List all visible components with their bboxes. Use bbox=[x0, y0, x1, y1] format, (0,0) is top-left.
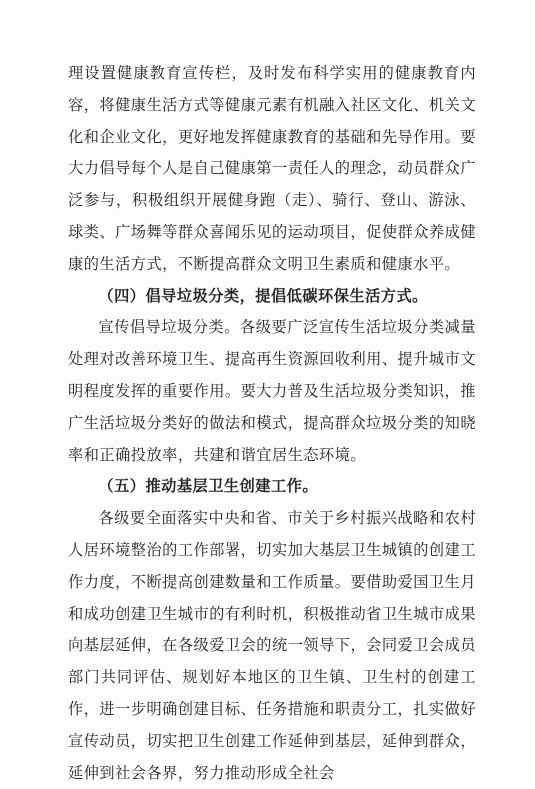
paragraph-health-education: 理设置健康教育宣传栏，及时发布科学实用的健康教育内容，将健康生活方式等健康元素有机融入社区文化、机关文化和企业文化，更好地发挥健康教育的基础和先导作用。要大力倡导每个人是自己健康第一责任人的理念，动员群众广泛参与，积极组织开展健身跑（走）、骑行、登山、游泳、球类、广场舞等群众喜闻乐见的运动项目，促使群众养成健康的生活方式，不断提高群众文明卫生素质和健康水平。 bbox=[68, 64, 476, 273]
section-heading-garbage-sorting: （四）倡导垃圾分类，提倡低碳环保生活方式。 bbox=[98, 286, 428, 305]
document-body bbox=[68, 58, 476, 789]
paragraph-garbage-sorting: 宣传倡导垃圾分类。各级要广泛宣传生活垃圾分类减量处理对改善环境卫生、提高再生资源回收利用、提升城市文明程度发挥的重要作用。要大力普及生活垃圾分类知识，推广生活垃圾分类好的做法和模式，提高群众垃圾分类的知晓率和正确投放率，共建和谐宜居生态环境。 bbox=[68, 318, 476, 464]
section-heading-grassroots-health: （五）推动基层卫生创建工作。 bbox=[98, 477, 319, 496]
paragraph-grassroots-health: 各级要全面落实中央和省、市关于乡村振兴战略和农村人居环境整治的工作部署，切实加大基层卫生城镇的创建工作力度，不断提高创建数量和工作质量。要借助爱国卫生月和成功创建卫生城市的有利时机，积极推动省卫生城市成果向基层延伸，在各级爱卫会的统一领导下，会同爱卫会成员部门共同评估、规划好本地区的卫生镇、卫生村的创建工作，进一步明确创建目标、任务措施和职责分工，扎实做好宣传动员，切实把卫生创建工作延伸到基层，延伸到群众，延伸到社会各界，努力推动形成全社会 bbox=[68, 509, 476, 782]
